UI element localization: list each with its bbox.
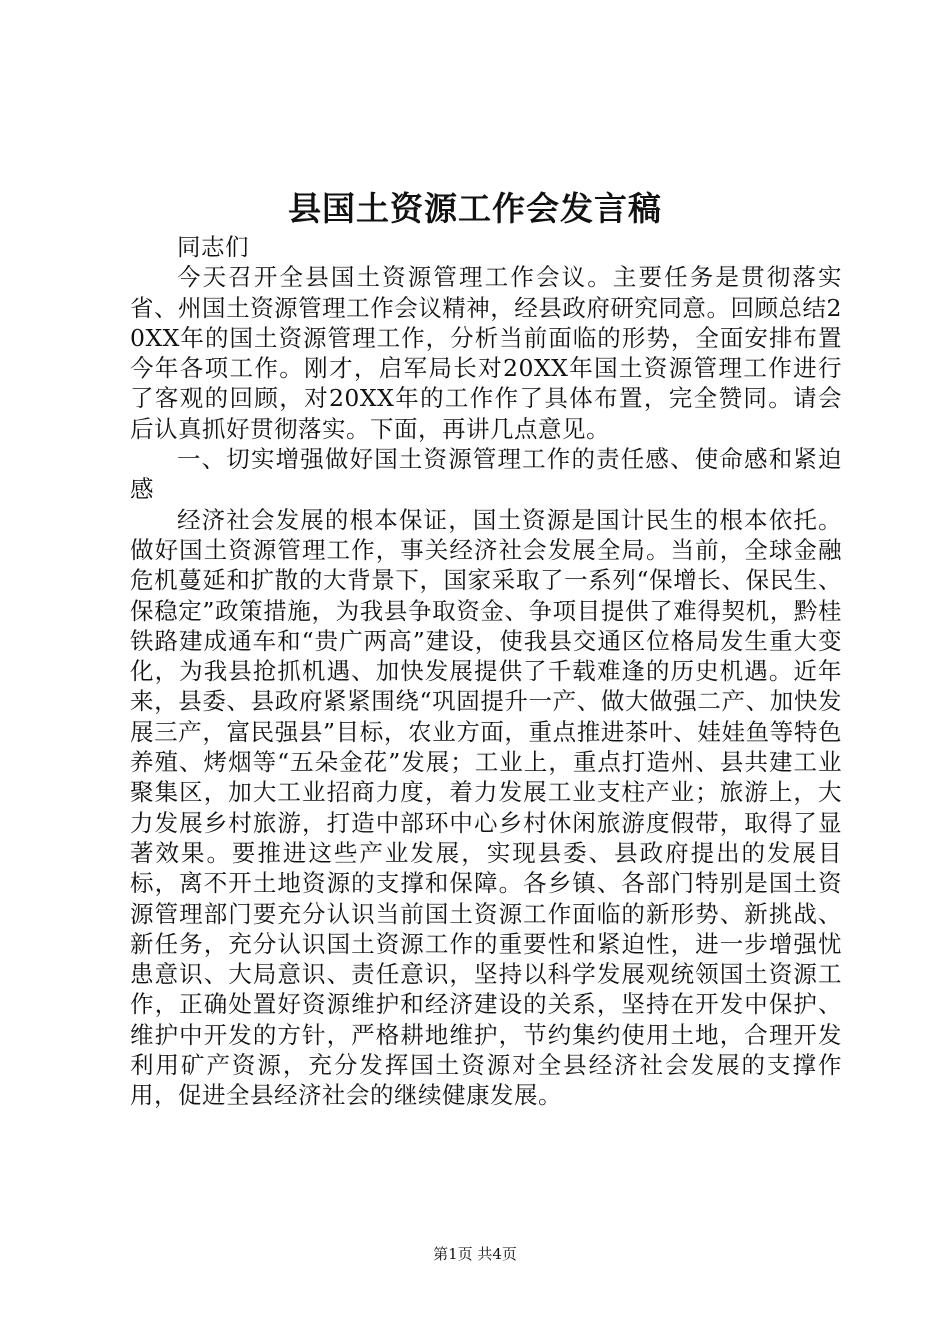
- intro-paragraph: 今天召开全县国土资源管理工作会议。主要任务是贯彻落实省、州国土资源管理工作会议精神，经县政府研究同意。回顾总结20XX年的国土资源管理工作，分析当前面临的形势，全面安排布置今年各项工作。刚才，启军局长对20XX年国土资源管理工作进行了客观的回顾，对20XX年的工作作了具体布置，完全赞同。请会后认真抓好贯彻落实。下面，再讲几点意见。: [130, 263, 842, 443]
- section-heading-1: 一、切实增强做好国土资源管理工作的责任感、使命感和紧迫感: [130, 445, 842, 504]
- document-body: [130, 232, 842, 1111]
- salutation-paragraph: 同志们: [177, 233, 249, 261]
- document-title: 县国土资源工作会发言稿: [288, 189, 662, 228]
- body-paragraph: 经济社会发展的根本保证，国土资源是国计民生的根本依托。做好国土资源管理工作，事关经济社会发展全局。当前，全球金融危机蔓延和扩散的大背景下，国家采取了一系列“保增长、保民生、保稳定”政策措施，为我县争取资金、争项目提供了难得契机，黔桂铁路建成通车和“贵广两高”建设，使我县交通区位格局发生重大变化，为我县抢抓机遇、加快发展提供了千载难逢的历史机遇。近年来，县委、县政府紧紧围绕“巩固提升一产、做大做强二产、加快发展三产，富民强县”目标，农业方面，重点推进茶叶、娃娃鱼等特色养殖、烤烟等“五朵金花”发展；工业上，重点打造州、县共建工业聚集区，加大工业招商力度，着力发展工业支柱产业；旅游上，大力发展乡村旅游，打造中部环中心乡村休闲旅游度假带，取得了显著效果。要推进这些产业发展，实现县委、县政府提出的发展目标，离不开土地资源的支撑和保障。各乡镇、各部门特别是国土资源管理部门要充分认识当前国土资源工作面临的新形势、新挑战、新任务，充分认识国土资源工作的重要性和紧迫性，进一步增强忧患意识、大局意识、责任意识，坚持以科学发展观统领国土资源工作，正确处置好资源维护和经济建设的关系，坚持在开发中保护、维护中开发的方针，严格耕地维护，节约集约使用土地，合理开发利用矿产资源，充分发挥国土资源对全县经济社会发展的支撑作用，促进全县经济社会的继续健康发展。: [130, 505, 842, 1110]
- page-number-footer: 第1页 共4页: [433, 1245, 517, 1263]
